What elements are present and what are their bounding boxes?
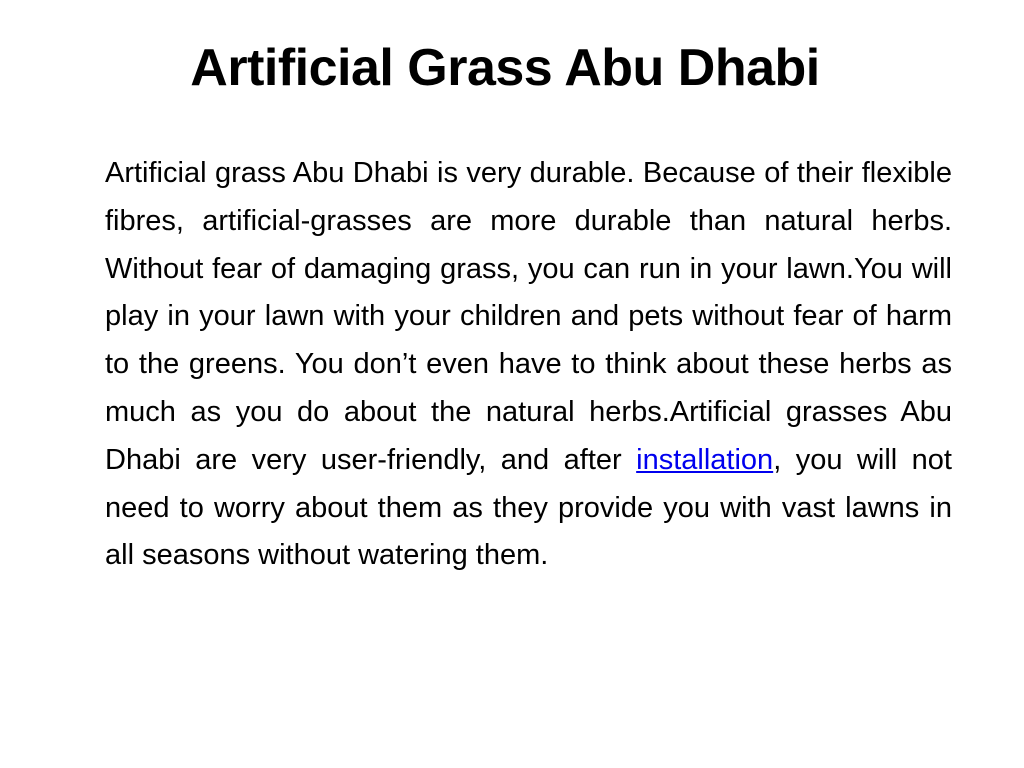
body-text-after-link: , you will not need to worry about them as they provide you with vast lawns in all seasons without watering them. bbox=[105, 443, 952, 572]
installation-link[interactable]: installation bbox=[636, 443, 774, 476]
slide-body-paragraph bbox=[105, 150, 952, 580]
slide-title: Artificial Grass Abu Dhabi bbox=[190, 39, 820, 97]
body-text-before-link: Artificial grass Abu Dhabi is very durable. Because of their flexible fibres, artificial-grasses are more durable than natural herbs. Without fear of damaging grass, you can run in your lawn.You will play in your lawn with your children and pets without fear of harm to the greens. You don’t even have to think about these herbs as much as you do about the natural herbs.Artificial grasses Abu Dhabi are very user-friendly, and after bbox=[105, 157, 952, 476]
